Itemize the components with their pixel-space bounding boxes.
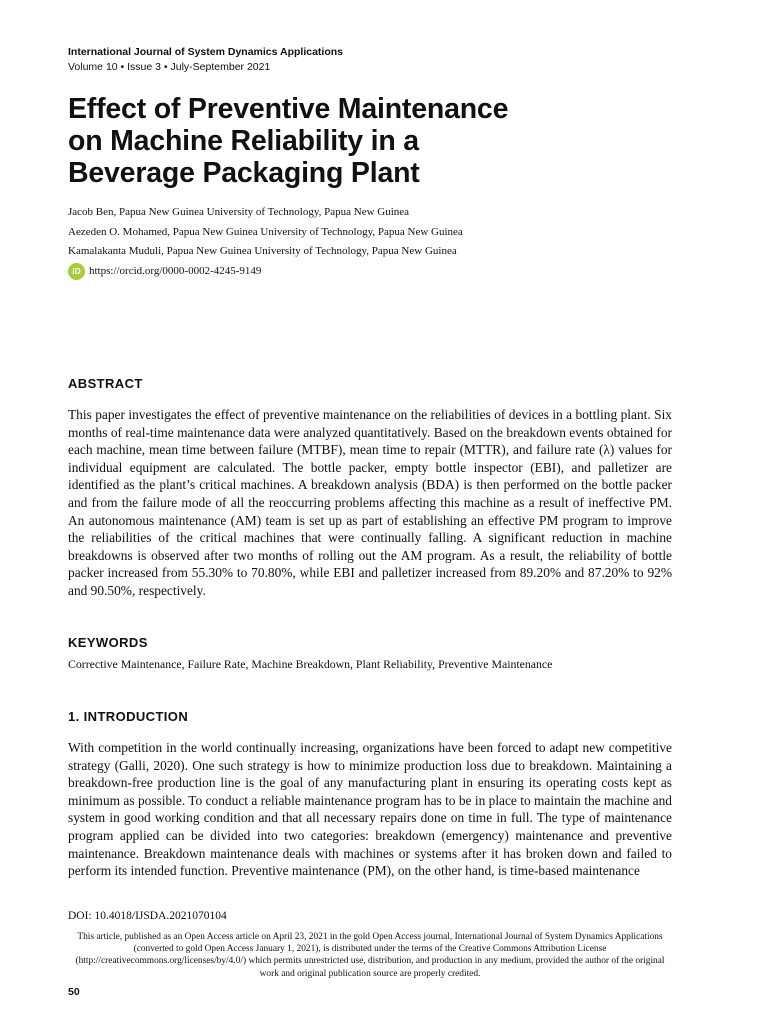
orcid-link[interactable]: https://orcid.org/0000-0002-4245-9149 — [89, 265, 262, 277]
title-line: Beverage Packaging Plant — [68, 157, 420, 189]
author-list — [68, 206, 708, 280]
issue-line: Volume 10 • Issue 3 • July-September 2021 — [68, 61, 271, 73]
keywords-heading: KEYWORDS — [68, 635, 148, 650]
page-number: 50 — [68, 986, 80, 998]
author-affiliation: Aezeden O. Mohamed, Papua New Guinea University of Technology, Papua New Guinea — [68, 225, 463, 238]
title-line: on Machine Reliability in a — [68, 125, 419, 157]
author-affiliation: Kamalakanta Muduli, Papua New Guinea University of Technology, Papua New Guinea — [68, 245, 457, 257]
author-affiliation: Jacob Ben, Papua New Guinea University of Technology, Papua New Guinea — [68, 206, 410, 218]
abstract-heading: ABSTRACT — [68, 376, 143, 391]
introduction-text: With competition in the world continually increasing, organizations have been forced to adapt new competitive strategy (Galli, 2020). One such strategy is how to minimize production loss due to breakdown. Maintaining a breakdown-free production line is the goal of any manufacturing plant in ensuring its operating costs kept as minimum as possible. To conduct a reliable maintenance program has to be in place to maintain the machine and system in good working condition and that all necessary repairs done on time in full. The type of maintenance program applied can be divided into two categories: breakdown (emergency) maintenance and preventive maintenance. Breakdown maintenance deals with machines or systems after it has broken down and failed to perform its intended function. Preventive maintenance (PM), on the other hand, is time-based maintenance — [68, 740, 672, 879]
keywords-text: Corrective Maintenance, Failure Rate, Machine Breakdown, Plant Reliability, Preventive Maintenance — [68, 657, 553, 671]
introduction-heading: 1. INTRODUCTION — [68, 709, 189, 724]
orcid-icon: iD — [68, 263, 85, 280]
license-notice: This article, published as an Open Access article on April 23, 2021 in the gold Open Access journal, International Journal of System Dynamics Applications (converted to gold Open Access January 1, 2021), is distributed under the terms of the Creative Commons Attribution License (http://creativecommons.org/licenses/by/4.0/) which permits unrestricted use, distribution, and production in any medium, provided the author of the original work and original publication source are properly credited. — [75, 932, 665, 979]
journal-name: International Journal of System Dynamics Applications — [68, 46, 344, 58]
paper-title — [68, 93, 688, 189]
title-line: Effect of Preventive Maintenance — [68, 93, 509, 125]
orcid-row — [68, 263, 708, 280]
abstract-text: This paper investigates the effect of preventive maintenance on the reliabilities of devices in a bottling plant. Six months of real-time maintenance data were analyzed quantitatively. Based on the breakdown events obtained for each machine, mean time between failure (MTBF), mean time to repair (MTTR), and failure rate (λ) values for individual equipment are calculated. The bottle packer, empty bottle inspector (EBI), and palletizer are identified as the plant’s critical machines. A breakdown analysis (BDA) is then performed on the bottle packer and from the failure mode of all the reoccurring problems affecting this machine as a result of ineffective PM. An autonomous maintenance (AM) team is set up as part of establishing an effective PM program to improve the reliabilities of the critical machines that were continually falling. A significant reduction in machine breakdowns is observed after two months of rolling out the AM program. As a result, the reliability of bottle packer increased from 55.30% to 70.80%, while EBI and palletizer increased from 89.20% and 87.20% to 92% and 90.50%, respectively. — [68, 407, 672, 598]
doi: DOI: 10.4018/IJSDA.2021070104 — [68, 910, 227, 922]
